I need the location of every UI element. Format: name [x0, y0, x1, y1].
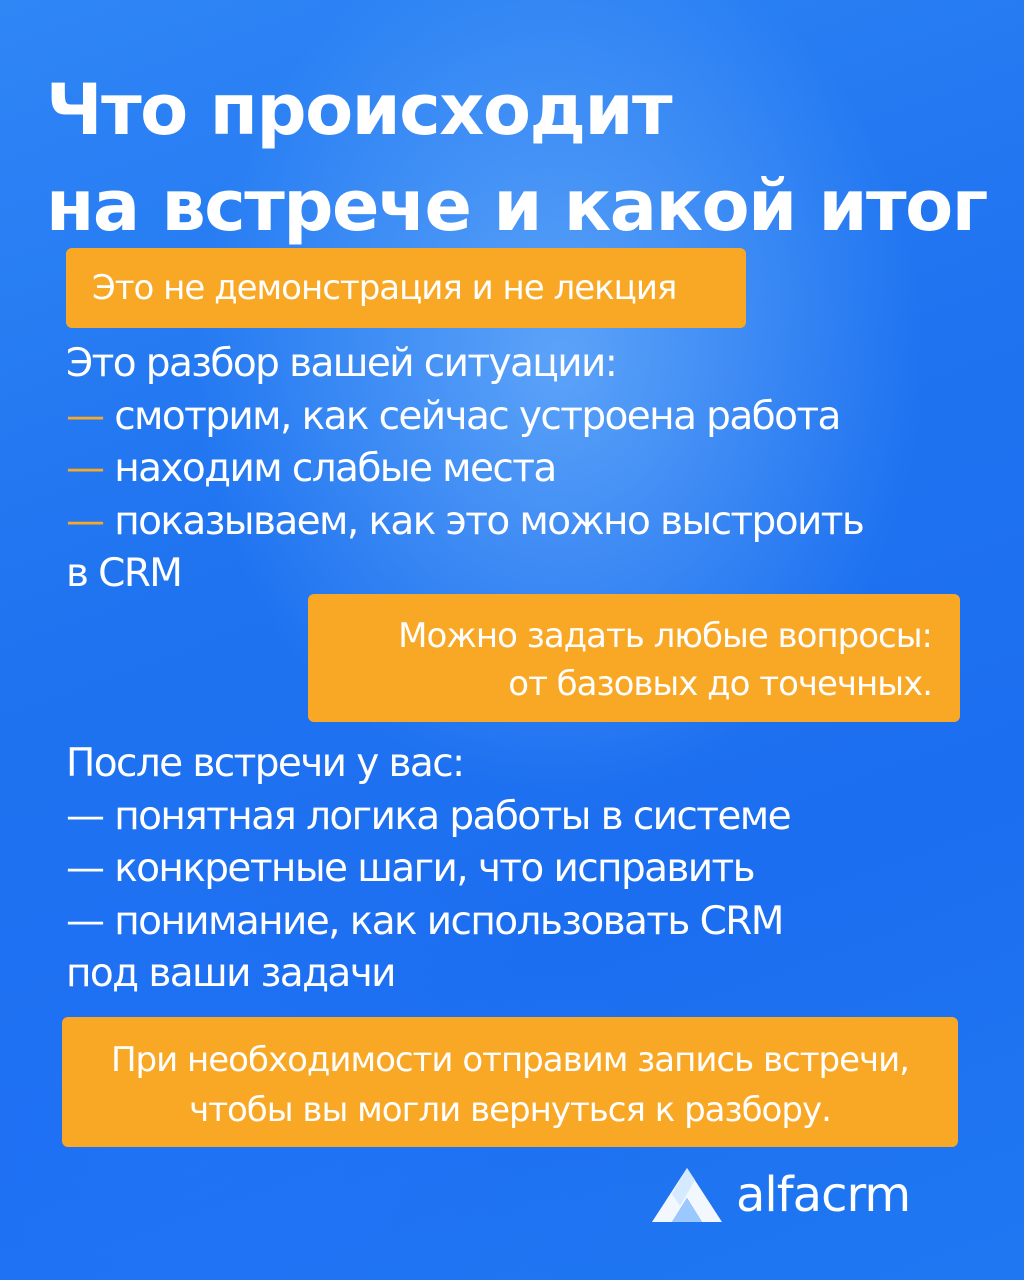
list-item: — конкретные шаги, что исправить — [66, 846, 755, 891]
list-item-continuation: под ваши задачи — [66, 951, 395, 996]
dash-marker: — — [66, 446, 104, 491]
badge-questions — [308, 594, 960, 722]
list-item-text: смотрим, как сейчас устроена работа — [103, 393, 840, 439]
badge-not-demo — [66, 248, 746, 328]
list-item-text: находим слабые места — [103, 446, 556, 491]
alfacrm-logo — [650, 1160, 910, 1230]
section-situation-heading: Это разбор вашей ситуации: — [66, 341, 617, 386]
alfacrm-logo-text: alfacrm — [736, 1167, 911, 1223]
badge-questions-line-2: от базовых до точечных. — [508, 664, 932, 704]
badge-not-demo-text: Это не демонстрация и не лекция — [92, 268, 677, 308]
badge-recording-line-1: При необходимости отправим запись встречи, — [110, 1040, 909, 1080]
title-line-2: на встрече и какой итог — [46, 165, 987, 247]
list-item — [66, 391, 996, 444]
list-item — [66, 496, 996, 549]
list-item-continuation: в CRM — [66, 551, 182, 596]
badge-recording-line-2: чтобы вы могли вернуться к разбору. — [189, 1090, 831, 1130]
list-item — [66, 443, 996, 496]
page-title — [46, 62, 1006, 254]
badge-recording — [62, 1017, 958, 1147]
dash-marker: — — [66, 498, 104, 544]
list-item: — понимание, как использовать CRM — [66, 898, 783, 944]
list-item-text: показываем, как это можно выстроить — [103, 498, 864, 544]
badge-questions-line-1: Можно задать любые вопросы: — [398, 616, 932, 656]
section-after-meeting — [66, 738, 996, 1001]
dash-marker: — — [66, 393, 104, 439]
section-situation — [66, 338, 996, 601]
title-line-1: Что происходит — [46, 69, 672, 151]
section-after-meeting-heading: После встречи у вас: — [66, 741, 464, 786]
list-item: — понятная логика работы в системе — [66, 793, 790, 839]
alfacrm-logo-icon — [650, 1166, 724, 1224]
